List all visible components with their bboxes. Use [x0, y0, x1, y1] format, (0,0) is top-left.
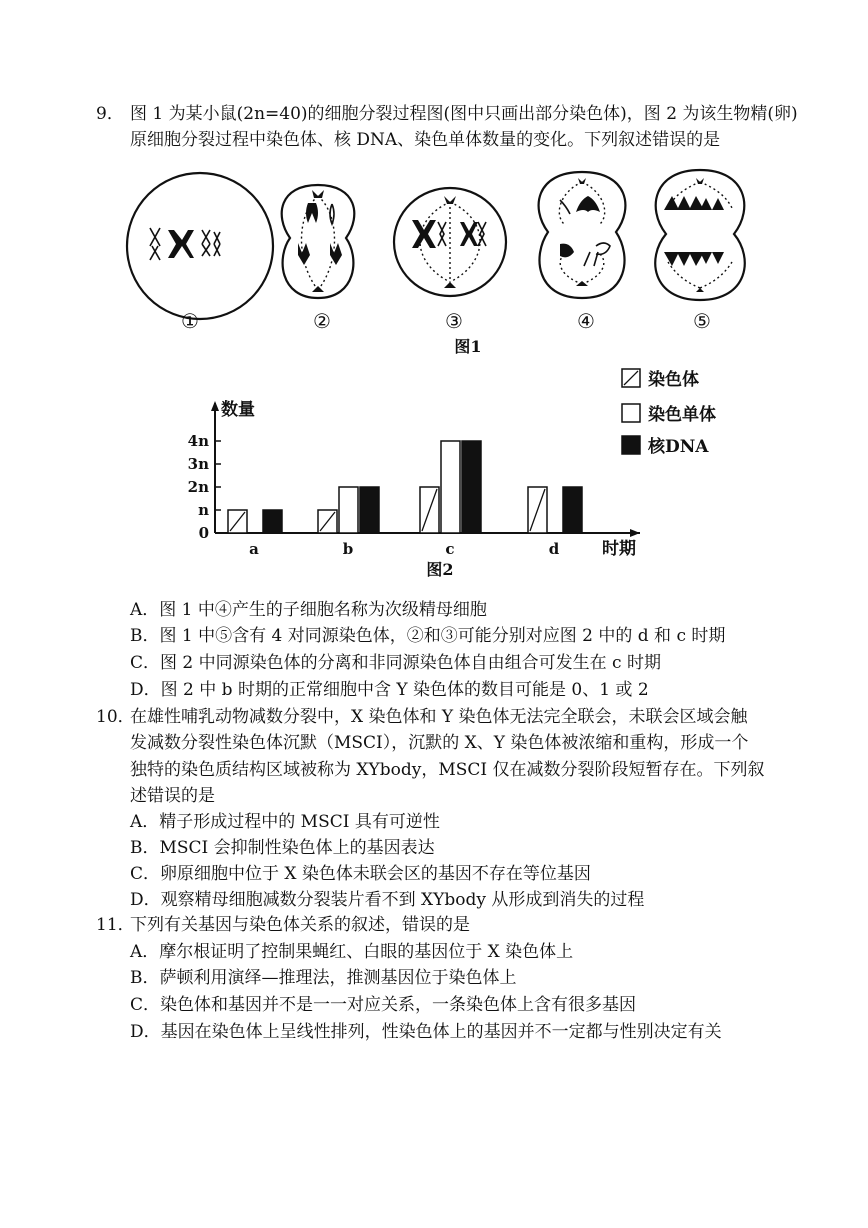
bar-b-dna — [360, 487, 379, 533]
cell-label-2: ② — [313, 309, 331, 333]
y-axis-arrow — [211, 401, 219, 411]
x-axis-label: 时期 — [602, 539, 636, 559]
cell-label-3: ③ — [445, 309, 463, 333]
option-b[interactable]: B．萨顿利用演绎—推理法，推测基因位于染色体上 — [130, 968, 517, 988]
chart-title: 图2 — [426, 560, 454, 579]
option-c[interactable]: C．染色体和基因并不是一一对应关系，一条染色体上含有很多基因 — [130, 995, 637, 1015]
bar-b-chromatid — [339, 487, 358, 533]
y-tick-label: 0 — [198, 524, 209, 542]
cell-label-1: ① — [181, 309, 199, 333]
y-tick-label: n — [198, 501, 209, 519]
question-stem-line: 发减数分裂性染色体沉默（MSCI），沉默的 X、Y 染色体被浓缩和重构，形成一个 — [130, 733, 749, 753]
option-a[interactable]: A．精子形成过程中的 MSCI 具有可逆性 — [130, 812, 440, 832]
x-tick-label: c — [445, 540, 455, 558]
question-number: 11． — [96, 915, 135, 935]
y-tick-label: 2n — [187, 478, 209, 496]
bar-c-chromatid — [441, 441, 460, 533]
cell-5 — [655, 170, 745, 300]
cell-4 — [539, 172, 626, 298]
question-number: 9． — [96, 104, 124, 124]
y-tick-label: 3n — [187, 455, 209, 473]
question-stem-line: 图 1 为某小鼠(2n=40)的细胞分裂过程图(图中只画出部分染色体)，图 2 为该生物精(卵) — [130, 104, 798, 124]
cell-label-5: ⑤ — [693, 309, 711, 333]
legend-label: 核DNA — [648, 437, 709, 457]
option-d[interactable]: D．基因在染色体上呈线性排列，性染色体上的基因并不一定都与性别决定有关 — [130, 1022, 722, 1042]
bar-c-dna — [462, 441, 481, 533]
option-a[interactable]: A．图 1 中④产生的子细胞名称为次级精母细胞 — [130, 600, 487, 620]
cell-2 — [282, 185, 355, 298]
option-c[interactable]: C．图 2 中同源染色体的分离和非同源染色体自由组合可发生在 c 时期 — [130, 653, 661, 673]
option-d[interactable]: D．观察精母细胞减数分裂装片看不到 XYbody 从形成到消失的过程 — [130, 890, 645, 910]
question-stem-line: 下列有关基因与染色体关系的叙述，错误的是 — [130, 915, 470, 935]
legend-swatch-dna — [622, 436, 640, 454]
option-b[interactable]: B．MSCI 会抑制性染色体上的基因表达 — [130, 838, 435, 858]
option-b[interactable]: B．图 1 中⑤含有 4 对同源染色体，②和③可能分别对应图 2 中的 d 和 c 时期 — [130, 626, 726, 646]
option-d[interactable]: D．图 2 中 b 时期的正常细胞中含 Y 染色体的数目可能是 0、1 或 2 — [130, 680, 649, 700]
x-tick-label: b — [342, 540, 354, 558]
option-a[interactable]: A．摩尔根证明了控制果蝇红、白眼的基因位于 X 染色体上 — [130, 942, 574, 962]
y-axis-label: 数量 — [221, 400, 255, 420]
bar-a-dna — [263, 510, 282, 533]
legend-label: 染色单体 — [648, 405, 716, 425]
legend-label: 染色体 — [648, 370, 699, 390]
y-tick-label: 4n — [187, 432, 209, 450]
legend-swatch — [622, 404, 640, 422]
question-stem-line: 在雄性哺乳动物减数分裂中，X 染色体和 Y 染色体无法完全联会，未联会区域会触 — [130, 707, 748, 727]
figure-1-cell-division — [0, 160, 868, 360]
bar-d-dna — [563, 487, 582, 533]
question-stem-line: 原细胞分裂过程中染色体、核 DNA、染色单体数量的变化。下列叙述错误的是 — [130, 130, 721, 150]
question-stem-line: 独特的染色质结构区域被称为 XYbody，MSCI 仅在减数分裂阶段短暂存在。下列叙 — [130, 760, 765, 780]
option-c[interactable]: C．卵原细胞中位于 X 染色体未联会区的基因不存在等位基因 — [130, 864, 591, 884]
x-axis-arrow — [630, 529, 640, 537]
x-tick-label: a — [249, 540, 259, 558]
cell-label-4: ④ — [577, 309, 595, 333]
figure-2-bar-chart — [0, 360, 868, 580]
question-number: 10． — [96, 707, 135, 727]
question-stem-line: 述错误的是 — [130, 786, 215, 806]
x-tick-label: d — [548, 540, 560, 558]
cell-1 — [127, 173, 273, 319]
figure-1-caption: 图1 — [454, 337, 482, 356]
